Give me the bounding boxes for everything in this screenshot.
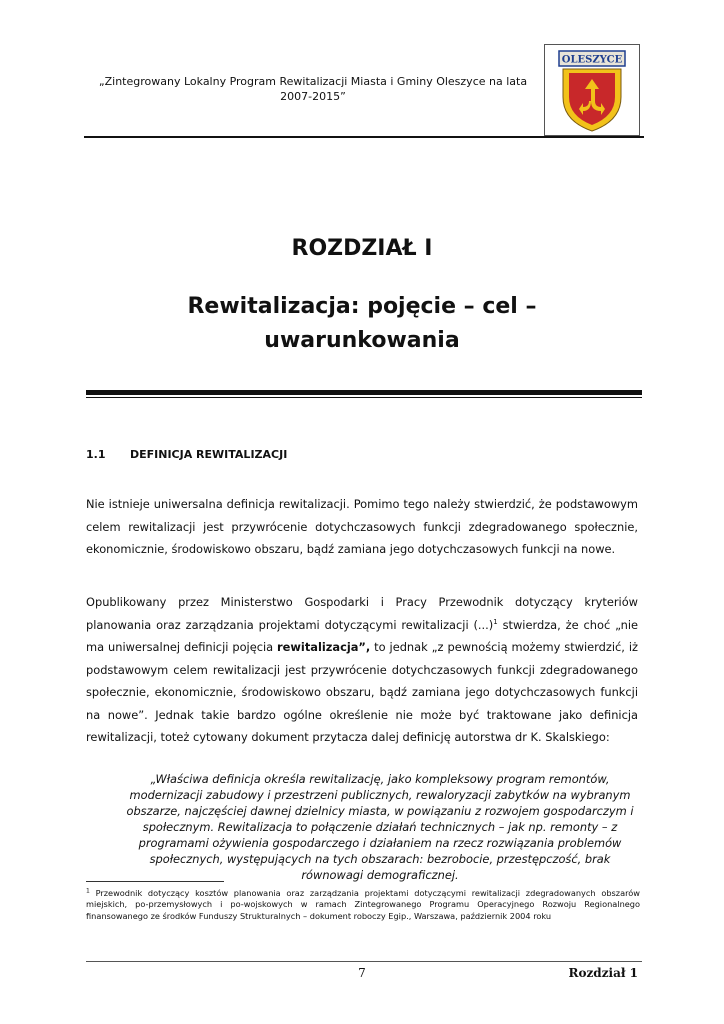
header-divider bbox=[84, 136, 644, 138]
footnote-text: Przewodnik dotyczący kosztów planowania oraz zarządzania projektami dotyczącymi rewitalizacji zdegradowanych obszarów miejskich, po-przemysłowych i po-wojskowych w ramach Zintegrowanego Programu Operacyjnego Rozwoju Regionalnego finansowanego ze środków Funduszy Strukturalnych – dokument roboczy Egip., Warszawa, październik 2004 roku bbox=[86, 888, 640, 921]
footnote-ref[interactable]: 1 bbox=[493, 617, 498, 626]
paragraph-2-part-a: Opublikowany przez Ministerstwo Gospodarki i Pracy Przewodnik dotyczący kryteriów planowania oraz zarządzania projektami dotyczącymi rewitalizacji (...) bbox=[86, 595, 638, 632]
footnote-number: 1 bbox=[86, 887, 90, 895]
chapter-divider-thin bbox=[86, 397, 642, 398]
chapter-divider-thick bbox=[86, 390, 642, 395]
footnote bbox=[86, 888, 640, 922]
footnote-divider bbox=[86, 881, 224, 882]
paragraph-1: Nie istnieje uniwersalna definicja rewitalizacji. Pomimo tego należy stwierdzić, że podstawowym celem rewitalizacji jest przywrócenie dotychczasowych funkcji zdegradowanego społecznie, ekonomicznie, środowiskowo obszaru, bądź zamiana jego dotychczasowych funkcji na nowe. bbox=[86, 497, 638, 556]
definition-quote: „Właściwa definicja określa rewitalizację, jako kompleksowy program remontów, modernizacji zabudowy i przestrzeni publicznych, rewaloryzacji zabytków na wybranym obszarze, najczęściej dawnej dzielnicy miasta, w powiązaniu z rozwojem gospodarczym i społecznym. Rewitalizacja to połączenie działań technicznych – jak np. remonty – z programami ożywienia gospodarczego i działaniem na rzecz rozwiązania problemów społecznych, występujących na tych obszarach: bezrobocie, przestępczość, brak równowagi demograficznej. bbox=[126, 772, 634, 882]
section-heading bbox=[86, 448, 287, 461]
footer-divider bbox=[86, 961, 642, 962]
chapter-title: ROZDZIAŁ I bbox=[291, 236, 433, 261]
paragraph-2-part-b: stwierdza, że choć „nie ma uniwersalnej definicji pojęcia bbox=[86, 617, 638, 654]
paragraph-2 bbox=[86, 591, 638, 749]
chapter-subtitle: Rewitalizacja: pojęcie – cel – uwarunkowania bbox=[187, 294, 537, 353]
coat-of-arms-logo bbox=[544, 44, 640, 136]
section-title: DEFINICJA REWITALIZACJI bbox=[130, 448, 288, 461]
paragraph-2-bold: rewitalizacja”, bbox=[277, 640, 371, 654]
section-number: 1.1 bbox=[86, 448, 106, 461]
header-title: „Zintegrowany Lokalny Program Rewitalizacji Miasta i Gminy Oleszyce na lata 2007-2015” bbox=[98, 75, 528, 103]
page-header bbox=[84, 40, 644, 136]
footer-chapter-label: Rozdział 1 bbox=[568, 966, 638, 980]
logo-text: OLESZYCE bbox=[561, 54, 623, 66]
page-number: 7 bbox=[358, 966, 366, 980]
paragraph-2-part-c: to jednak „z pewnością możemy stwierdzić, iż podstawowym celem rewitalizacji jest przywrócenie dotychczasowych funkcji zdegradowanego społecznie, ekonomicznie, środowiskowo obszaru, bądź zamiana jego dotychczasowych funkcji na nowe”. Jednak takie bardzo ogólne określenie nie może być traktowane jako definicja rewitalizacji, toteż cytowany dokument przytacza dalej definicję autorstwa dr K. Skalskiego: bbox=[86, 640, 638, 744]
coat-of-arms-icon bbox=[545, 45, 639, 135]
